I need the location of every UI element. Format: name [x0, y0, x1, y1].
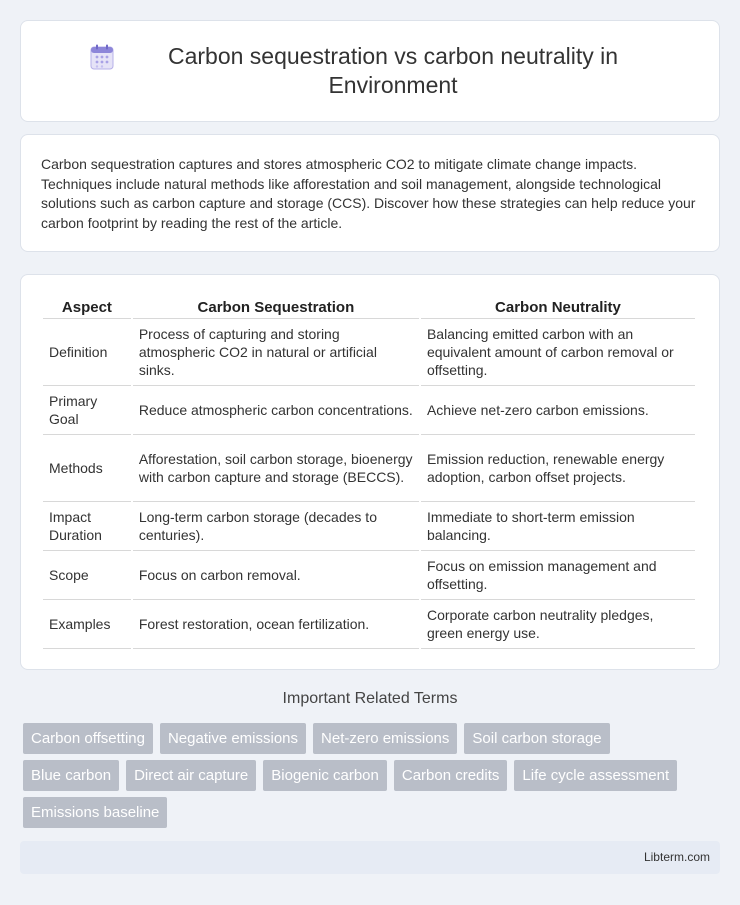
neutrality-cell: Emission reduction, renewable energy adoption, carbon offset projects.: [421, 435, 695, 502]
header-carbon-sequestration: Carbon Sequestration: [133, 295, 419, 319]
tag-emissions-baseline[interactable]: Emissions baseline: [23, 797, 167, 828]
neutrality-cell: Immediate to short-term emission balancing.: [421, 502, 695, 551]
sequestration-cell: Afforestation, soil carbon storage, bioenergy with carbon capture and storage (BECCS).: [133, 435, 419, 502]
neutrality-cell: Focus on emission management and offsetting.: [421, 551, 695, 600]
tag-row: [23, 723, 723, 754]
aspect-cell: Impact Duration: [43, 502, 131, 551]
footer: [20, 841, 720, 874]
comparison-table-card: [20, 274, 720, 670]
footer-link[interactable]: Libterm.com: [643, 850, 710, 864]
tag-blue-carbon[interactable]: Blue carbon: [23, 760, 119, 791]
tag-life-cycle-assessment[interactable]: Life cycle assessment: [514, 760, 677, 791]
sequestration-cell: Reduce atmospheric carbon concentrations.: [133, 386, 419, 435]
comparison-table: [41, 295, 697, 649]
aspect-cell: Definition: [43, 319, 131, 386]
aspect-cell: Primary Goal: [43, 386, 131, 435]
tag-net-zero-emissions[interactable]: Net-zero emissions: [313, 723, 457, 754]
tag-negative-emissions[interactable]: Negative emissions: [160, 723, 306, 754]
neutrality-cell: Balancing emitted carbon with an equivalent amount of carbon removal or offsetting.: [421, 319, 695, 386]
tag-direct-air-capture[interactable]: Direct air capture: [126, 760, 256, 791]
calendar-icon: [90, 44, 114, 70]
table-row: [43, 386, 695, 435]
table-row: [43, 502, 695, 551]
sequestration-cell: Forest restoration, ocean fertilization.: [133, 600, 419, 649]
related-terms-tags: [23, 723, 723, 834]
title-card: [20, 20, 720, 122]
aspect-cell: Scope: [43, 551, 131, 600]
intro-text: Carbon sequestration captures and stores atmospheric CO2 to mitigate climate change impacts. Techniques include natural methods like afforestation and soil management, alongside technological solutions such as carbon capture and storage (CCS). Discover how these strategies can help reduce your carbon footprint by reading the rest of the article.: [41, 156, 696, 231]
page-title: Carbon sequestration vs carbon neutrality in Environment: [167, 43, 619, 98]
table-row: [43, 600, 695, 649]
sequestration-cell: Long-term carbon storage (decades to centuries).: [133, 502, 419, 551]
table-row: [43, 319, 695, 386]
sequestration-cell: Process of capturing and storing atmospheric CO2 in natural or artificial sinks.: [133, 319, 419, 386]
neutrality-cell: Achieve net-zero carbon emissions.: [421, 386, 695, 435]
tag-carbon-credits[interactable]: Carbon credits: [394, 760, 508, 791]
tag-row: [23, 760, 723, 791]
table-header-row: [43, 295, 695, 319]
neutrality-cell: Corporate carbon neutrality pledges, green energy use.: [421, 600, 695, 649]
aspect-cell: Methods: [43, 435, 131, 502]
tag-row: [23, 797, 723, 828]
table-row: [43, 551, 695, 600]
table-row: [43, 435, 695, 502]
related-terms-title: Important Related Terms: [282, 690, 458, 707]
aspect-cell: Examples: [43, 600, 131, 649]
tag-soil-carbon-storage[interactable]: Soil carbon storage: [464, 723, 609, 754]
intro-card: [20, 134, 720, 252]
sequestration-cell: Focus on carbon removal.: [133, 551, 419, 600]
header-carbon-neutrality: Carbon Neutrality: [421, 295, 695, 319]
tag-biogenic-carbon[interactable]: Biogenic carbon: [263, 760, 387, 791]
header-aspect: Aspect: [43, 295, 131, 319]
tag-carbon-offsetting[interactable]: Carbon offsetting: [23, 723, 153, 754]
